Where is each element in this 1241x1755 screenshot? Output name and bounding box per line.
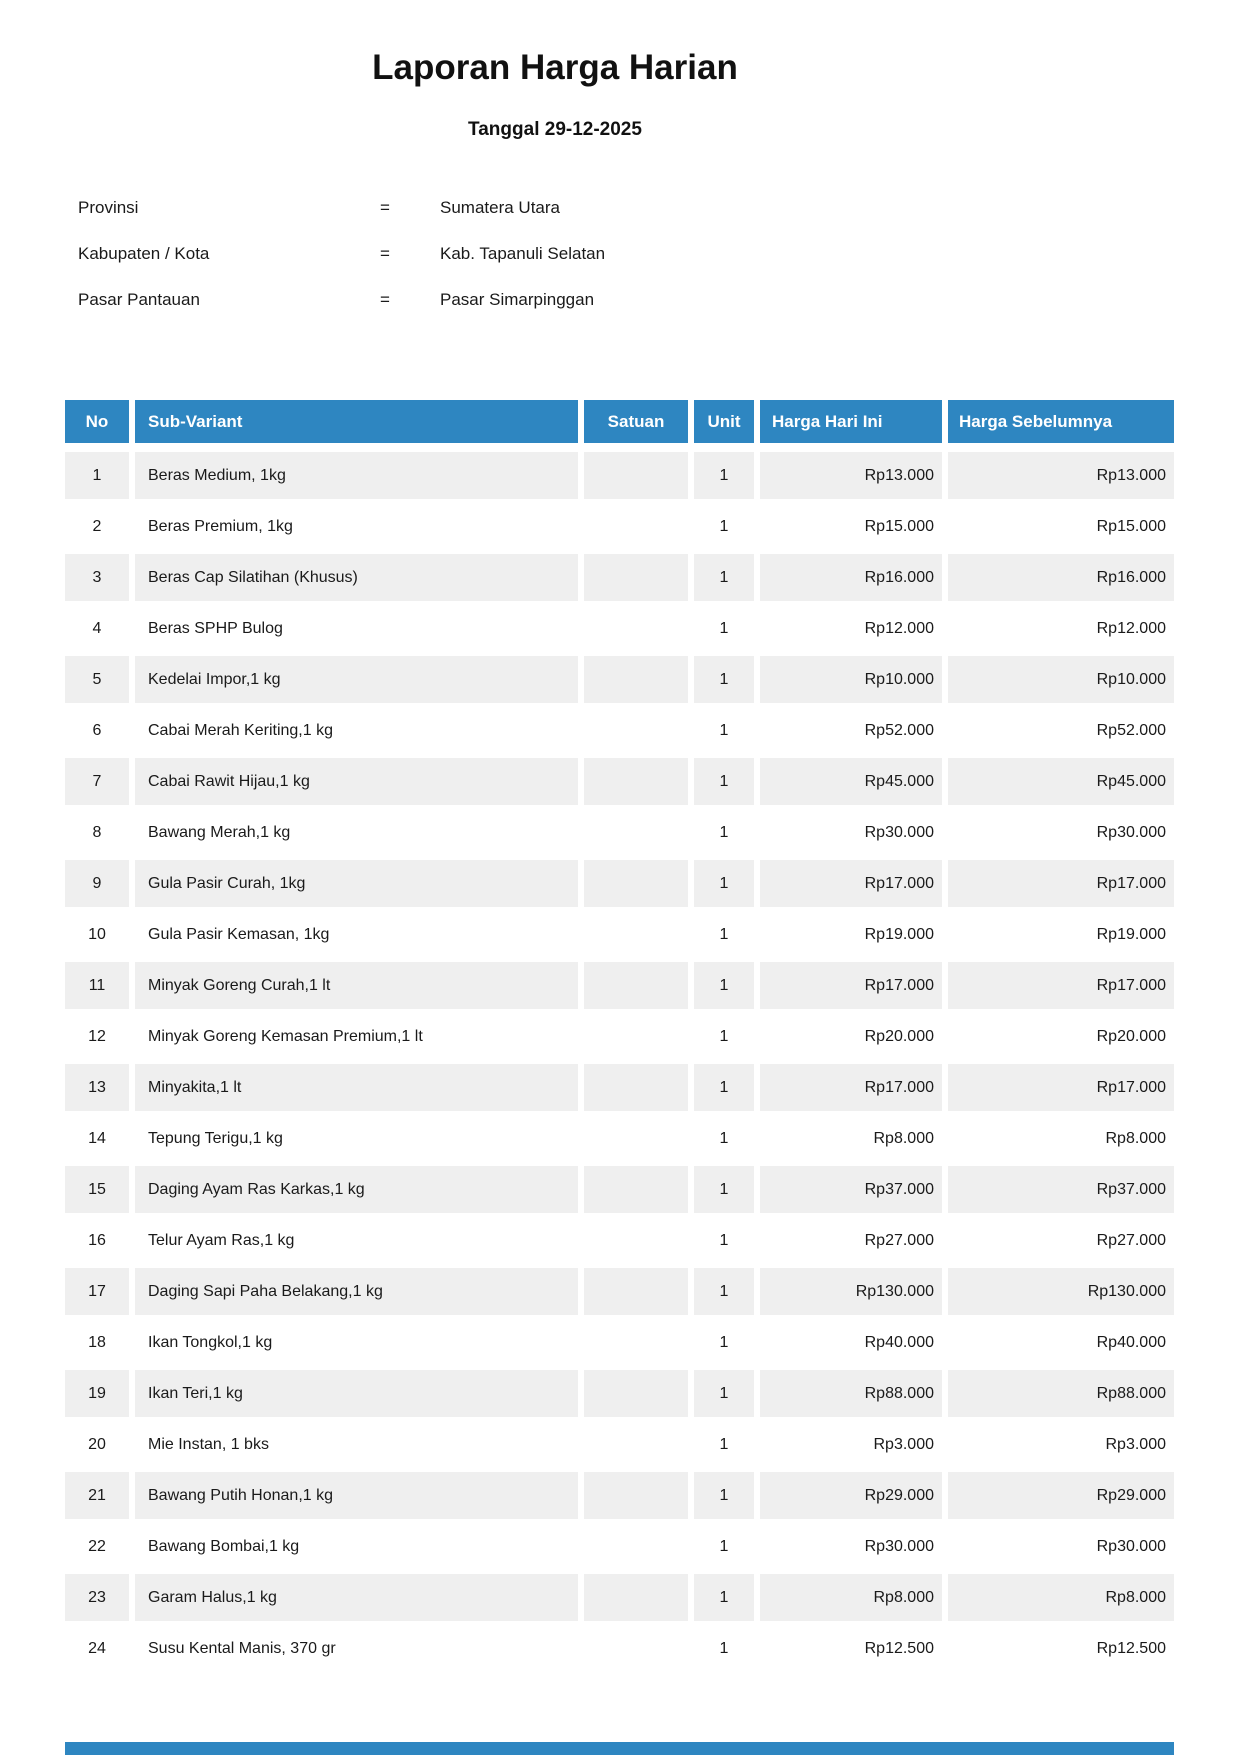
meta-value-pasar-pantauan: Pasar Simarpinggan	[440, 290, 595, 309]
table-row	[65, 809, 1174, 860]
meta-row-provinsi	[78, 198, 605, 217]
cell-satuan	[584, 1370, 694, 1421]
report-meta	[78, 198, 605, 336]
cell-harga-hari-ini: Rp88.000	[760, 1370, 948, 1421]
cell-satuan	[584, 758, 694, 809]
cell-harga-sebelumnya: Rp27.000	[948, 1217, 1174, 1268]
cell-satuan	[584, 1013, 694, 1064]
cell-harga-hari-ini: Rp20.000	[760, 1013, 948, 1064]
price-table	[65, 400, 1174, 1676]
meta-value-kabupaten-kota: Kab. Tapanuli Selatan	[440, 244, 606, 263]
table-row	[65, 1523, 1174, 1574]
table-row	[65, 962, 1174, 1013]
cell-sub-variant: Bawang Bombai,1 kg	[135, 1523, 584, 1574]
meta-label-pasar-pantauan: Pasar Pantauan	[78, 290, 200, 309]
cell-no: 10	[65, 911, 135, 962]
cell-harga-sebelumnya: Rp52.000	[948, 707, 1174, 758]
cell-satuan	[584, 1115, 694, 1166]
table-row	[65, 911, 1174, 962]
cell-unit: 1	[694, 758, 760, 809]
meta-row-kabupaten-kota	[78, 244, 605, 263]
meta-separator: =	[380, 244, 390, 263]
cell-harga-hari-ini: Rp40.000	[760, 1319, 948, 1370]
cell-sub-variant: Ikan Teri,1 kg	[135, 1370, 584, 1421]
cell-harga-hari-ini: Rp52.000	[760, 707, 948, 758]
cell-harga-sebelumnya: Rp88.000	[948, 1370, 1174, 1421]
cell-satuan	[584, 707, 694, 758]
cell-harga-sebelumnya: Rp30.000	[948, 1523, 1174, 1574]
cell-harga-sebelumnya: Rp15.000	[948, 503, 1174, 554]
table-row	[65, 554, 1174, 605]
cell-harga-hari-ini: Rp12.500	[760, 1625, 948, 1676]
cell-unit: 1	[694, 1319, 760, 1370]
cell-satuan	[584, 1472, 694, 1523]
column-header-harga-hari-ini: Harga Hari Ini	[760, 400, 948, 452]
cell-no: 6	[65, 707, 135, 758]
cell-unit: 1	[694, 809, 760, 860]
cell-sub-variant: Bawang Merah,1 kg	[135, 809, 584, 860]
cell-harga-sebelumnya: Rp130.000	[948, 1268, 1174, 1319]
cell-satuan	[584, 554, 694, 605]
cell-harga-sebelumnya: Rp20.000	[948, 1013, 1174, 1064]
cell-harga-hari-ini: Rp17.000	[760, 1064, 948, 1115]
cell-no: 7	[65, 758, 135, 809]
next-section-header-partial-bar	[65, 1742, 1174, 1755]
cell-no: 15	[65, 1166, 135, 1217]
cell-no: 23	[65, 1574, 135, 1625]
column-header-no: No	[65, 400, 135, 452]
cell-unit: 1	[694, 962, 760, 1013]
meta-separator: =	[380, 198, 390, 217]
cell-no: 16	[65, 1217, 135, 1268]
cell-sub-variant: Daging Sapi Paha Belakang,1 kg	[135, 1268, 584, 1319]
cell-harga-hari-ini: Rp37.000	[760, 1166, 948, 1217]
cell-harga-sebelumnya: Rp8.000	[948, 1574, 1174, 1625]
table-row	[65, 758, 1174, 809]
cell-unit: 1	[694, 452, 760, 503]
cell-no: 4	[65, 605, 135, 656]
cell-harga-sebelumnya: Rp10.000	[948, 656, 1174, 707]
cell-sub-variant: Minyakita,1 lt	[135, 1064, 584, 1115]
cell-harga-hari-ini: Rp12.000	[760, 605, 948, 656]
cell-harga-sebelumnya: Rp30.000	[948, 809, 1174, 860]
cell-no: 20	[65, 1421, 135, 1472]
cell-sub-variant: Minyak Goreng Kemasan Premium,1 lt	[135, 1013, 584, 1064]
table-row	[65, 1370, 1174, 1421]
cell-no: 1	[65, 452, 135, 503]
cell-unit: 1	[694, 1268, 760, 1319]
cell-satuan	[584, 1625, 694, 1676]
cell-no: 19	[65, 1370, 135, 1421]
cell-sub-variant: Beras Medium, 1kg	[135, 452, 584, 503]
cell-harga-hari-ini: Rp19.000	[760, 911, 948, 962]
cell-no: 12	[65, 1013, 135, 1064]
price-table-header	[65, 400, 1174, 452]
table-row	[65, 1115, 1174, 1166]
cell-sub-variant: Tepung Terigu,1 kg	[135, 1115, 584, 1166]
cell-satuan	[584, 1319, 694, 1370]
column-header-harga-sebelumnya: Harga Sebelumnya	[948, 400, 1174, 452]
cell-sub-variant: Beras Cap Silatihan (Khusus)	[135, 554, 584, 605]
cell-unit: 1	[694, 605, 760, 656]
cell-satuan	[584, 860, 694, 911]
cell-sub-variant: Beras Premium, 1kg	[135, 503, 584, 554]
cell-unit: 1	[694, 1523, 760, 1574]
table-row	[65, 1013, 1174, 1064]
cell-satuan	[584, 809, 694, 860]
cell-harga-sebelumnya: Rp8.000	[948, 1115, 1174, 1166]
cell-harga-sebelumnya: Rp17.000	[948, 962, 1174, 1013]
cell-unit: 1	[694, 1217, 760, 1268]
cell-harga-sebelumnya: Rp37.000	[948, 1166, 1174, 1217]
cell-harga-hari-ini: Rp13.000	[760, 452, 948, 503]
cell-no: 24	[65, 1625, 135, 1676]
cell-sub-variant: Kedelai Impor,1 kg	[135, 656, 584, 707]
cell-no: 13	[65, 1064, 135, 1115]
cell-no: 11	[65, 962, 135, 1013]
cell-sub-variant: Cabai Merah Keriting,1 kg	[135, 707, 584, 758]
cell-no: 21	[65, 1472, 135, 1523]
table-row	[65, 1472, 1174, 1523]
cell-satuan	[584, 962, 694, 1013]
cell-unit: 1	[694, 554, 760, 605]
table-row	[65, 656, 1174, 707]
cell-satuan	[584, 1217, 694, 1268]
cell-harga-hari-ini: Rp17.000	[760, 962, 948, 1013]
cell-harga-sebelumnya: Rp40.000	[948, 1319, 1174, 1370]
table-row	[65, 1064, 1174, 1115]
cell-no: 22	[65, 1523, 135, 1574]
cell-satuan	[584, 1574, 694, 1625]
cell-sub-variant: Beras SPHP Bulog	[135, 605, 584, 656]
cell-unit: 1	[694, 656, 760, 707]
cell-sub-variant: Minyak Goreng Curah,1 lt	[135, 962, 584, 1013]
cell-harga-hari-ini: Rp15.000	[760, 503, 948, 554]
cell-unit: 1	[694, 911, 760, 962]
cell-harga-hari-ini: Rp16.000	[760, 554, 948, 605]
table-row	[65, 1217, 1174, 1268]
cell-unit: 1	[694, 1472, 760, 1523]
cell-harga-hari-ini: Rp30.000	[760, 809, 948, 860]
cell-no: 17	[65, 1268, 135, 1319]
cell-satuan	[584, 452, 694, 503]
cell-harga-sebelumnya: Rp45.000	[948, 758, 1174, 809]
cell-harga-hari-ini: Rp27.000	[760, 1217, 948, 1268]
table-row	[65, 503, 1174, 554]
cell-no: 9	[65, 860, 135, 911]
cell-unit: 1	[694, 1166, 760, 1217]
table-row	[65, 452, 1174, 503]
cell-harga-hari-ini: Rp30.000	[760, 1523, 948, 1574]
cell-unit: 1	[694, 707, 760, 758]
cell-sub-variant: Mie Instan, 1 bks	[135, 1421, 584, 1472]
cell-unit: 1	[694, 1421, 760, 1472]
cell-no: 18	[65, 1319, 135, 1370]
column-header-satuan: Satuan	[584, 400, 694, 452]
column-header-sub-variant: Sub-Variant	[135, 400, 584, 452]
cell-sub-variant: Cabai Rawit Hijau,1 kg	[135, 758, 584, 809]
cell-satuan	[584, 911, 694, 962]
cell-no: 8	[65, 809, 135, 860]
cell-harga-sebelumnya: Rp3.000	[948, 1421, 1174, 1472]
header-row	[65, 400, 1174, 452]
cell-unit: 1	[694, 1013, 760, 1064]
cell-harga-hari-ini: Rp10.000	[760, 656, 948, 707]
cell-unit: 1	[694, 1625, 760, 1676]
table-row	[65, 707, 1174, 758]
table-row	[65, 1319, 1174, 1370]
table-row	[65, 860, 1174, 911]
cell-no: 2	[65, 503, 135, 554]
cell-harga-sebelumnya: Rp19.000	[948, 911, 1174, 962]
cell-harga-hari-ini: Rp3.000	[760, 1421, 948, 1472]
cell-harga-sebelumnya: Rp17.000	[948, 860, 1174, 911]
cell-harga-hari-ini: Rp45.000	[760, 758, 948, 809]
cell-no: 5	[65, 656, 135, 707]
cell-satuan	[584, 503, 694, 554]
cell-satuan	[584, 1064, 694, 1115]
table-row	[65, 605, 1174, 656]
cell-harga-hari-ini: Rp130.000	[760, 1268, 948, 1319]
cell-sub-variant: Gula Pasir Kemasan, 1kg	[135, 911, 584, 962]
table-row	[65, 1268, 1174, 1319]
cell-unit: 1	[694, 503, 760, 554]
cell-sub-variant: Telur Ayam Ras,1 kg	[135, 1217, 584, 1268]
meta-value-provinsi: Sumatera Utara	[440, 198, 560, 217]
cell-satuan	[584, 1166, 694, 1217]
cell-sub-variant: Daging Ayam Ras Karkas,1 kg	[135, 1166, 584, 1217]
cell-satuan	[584, 1268, 694, 1319]
cell-unit: 1	[694, 1370, 760, 1421]
cell-harga-hari-ini: Rp29.000	[760, 1472, 948, 1523]
meta-row-pasar-pantauan	[78, 290, 605, 309]
cell-harga-hari-ini: Rp17.000	[760, 860, 948, 911]
page-subtitle: Tanggal 29-12-2025	[468, 119, 642, 140]
price-table-body	[65, 452, 1174, 1676]
cell-sub-variant: Ikan Tongkol,1 kg	[135, 1319, 584, 1370]
cell-harga-sebelumnya: Rp17.000	[948, 1064, 1174, 1115]
cell-harga-sebelumnya: Rp16.000	[948, 554, 1174, 605]
cell-no: 14	[65, 1115, 135, 1166]
cell-harga-hari-ini: Rp8.000	[760, 1115, 948, 1166]
table-row	[65, 1625, 1174, 1676]
cell-unit: 1	[694, 1574, 760, 1625]
cell-satuan	[584, 605, 694, 656]
cell-sub-variant: Bawang Putih Honan,1 kg	[135, 1472, 584, 1523]
cell-harga-hari-ini: Rp8.000	[760, 1574, 948, 1625]
table-row	[65, 1574, 1174, 1625]
cell-no: 3	[65, 554, 135, 605]
cell-satuan	[584, 656, 694, 707]
cell-harga-sebelumnya: Rp13.000	[948, 452, 1174, 503]
column-header-unit: Unit	[694, 400, 760, 452]
meta-label-provinsi: Provinsi	[78, 198, 139, 217]
meta-separator: =	[380, 290, 390, 309]
page-title: Laporan Harga Harian	[372, 48, 738, 87]
cell-harga-sebelumnya: Rp12.500	[948, 1625, 1174, 1676]
cell-satuan	[584, 1523, 694, 1574]
cell-harga-sebelumnya: Rp29.000	[948, 1472, 1174, 1523]
cell-sub-variant: Garam Halus,1 kg	[135, 1574, 584, 1625]
cell-unit: 1	[694, 860, 760, 911]
cell-unit: 1	[694, 1064, 760, 1115]
table-row	[65, 1421, 1174, 1472]
cell-unit: 1	[694, 1115, 760, 1166]
cell-sub-variant: Susu Kental Manis, 370 gr	[135, 1625, 584, 1676]
table-row	[65, 1166, 1174, 1217]
cell-satuan	[584, 1421, 694, 1472]
cell-sub-variant: Gula Pasir Curah, 1kg	[135, 860, 584, 911]
cell-harga-sebelumnya: Rp12.000	[948, 605, 1174, 656]
meta-label-kabupaten-kota: Kabupaten / Kota	[78, 244, 210, 263]
